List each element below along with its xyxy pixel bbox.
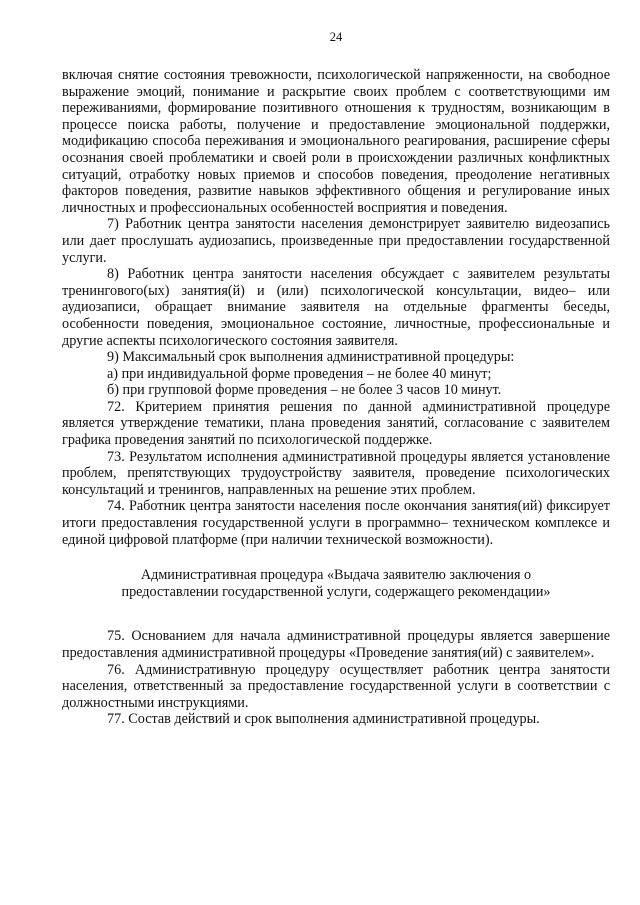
paragraph-step-8: 8) Работник центра занятости населения обсуждает с заявителем результаты тренингового(ых) занятия(й) и (или) психологической консультации, видео– или аудиозаписи, обращает внимание заявителя на отдельные фрагменты беседы, особенности поведения, эмоциональное состояние, личностные, профессиональные и другие аспекты психологического состояния заявителя.	[62, 266, 610, 349]
paragraph-76: 76. Административную процедуру осуществляет работник центра занятости населения, ответственный за предоставление государственной услуги в соответствии с должностными инструкциями.	[62, 661, 610, 711]
section-heading	[62, 567, 610, 600]
paragraph-75: 75. Основанием для начала административной процедуры является завершение предоставления административной процедуры «Проведение занятия(ий) с заявителем».	[62, 628, 610, 661]
section-heading-line-2: предоставлении государственной услуги, содержащего рекомендации»	[121, 583, 551, 600]
paragraph-step-9b: б) при групповой форме проведения – не более 3 часов 10 минут.	[107, 382, 502, 399]
paragraph-emotional-support: включая снятие состояния тревожности, психологической напряженности, на свободное выражение эмоций, понимание и раскрытие своих проблем с соответствующими им переживаниями, формирование позитивного отношения к трудностям, возникающим в процессе поиска работы, получение и предоставление эмоциональной поддержки, модификацию способа переживания и эмоционального реагирования, расширение сферы осознания своей проблематики и своей роли в происхождении различных конфликтных ситуаций, отработку новых приемов и способов поведения, преодоление негативных факторов поведения, развитие навыков эффективного общения и регулирование иных личностных и профессиональных особенностей восприятия и поведения.	[62, 67, 610, 216]
paragraph-step-9: 9) Максимальный срок выполнения административной процедуры:	[107, 349, 515, 366]
paragraph-74: 74. Работник центра занятости населения после окончания занятия(ий) фиксирует итоги предоставления государственной услуги в программно– техническом комплексе и единой цифровой платформе (при наличии технической возможности).	[62, 498, 610, 548]
paragraph-step-9a: а) при индивидуальной форме проведения – не более 40 минут;	[107, 365, 492, 382]
paragraph-77: 77. Состав действий и срок выполнения административной процедуры.	[107, 711, 540, 728]
paragraph-73: 73. Результатом исполнения административной процедуры является установление проблем, препятствующих трудоустройству заявителя, проведение психологических консультаций и тренингов, направленных на решение этих проблем.	[62, 448, 610, 498]
section-heading-line-1: Административная процедура «Выдача заявителю заключения о	[140, 567, 532, 584]
paragraph-72: 72. Критерием принятия решения по данной административной процедуре является утверждение тематики, плана проведения занятий, согласование с заявителем графика проведения занятий по психологической поддержке.	[62, 398, 610, 449]
paragraph-step-7: 7) Работник центра занятости населения демонстрирует заявителю видеозапись или дает прослушать аудиозапись, произведенные при предоставлении государственной услуги.	[62, 216, 610, 266]
document-page	[62, 30, 610, 728]
page-number: 24	[329, 30, 343, 44]
